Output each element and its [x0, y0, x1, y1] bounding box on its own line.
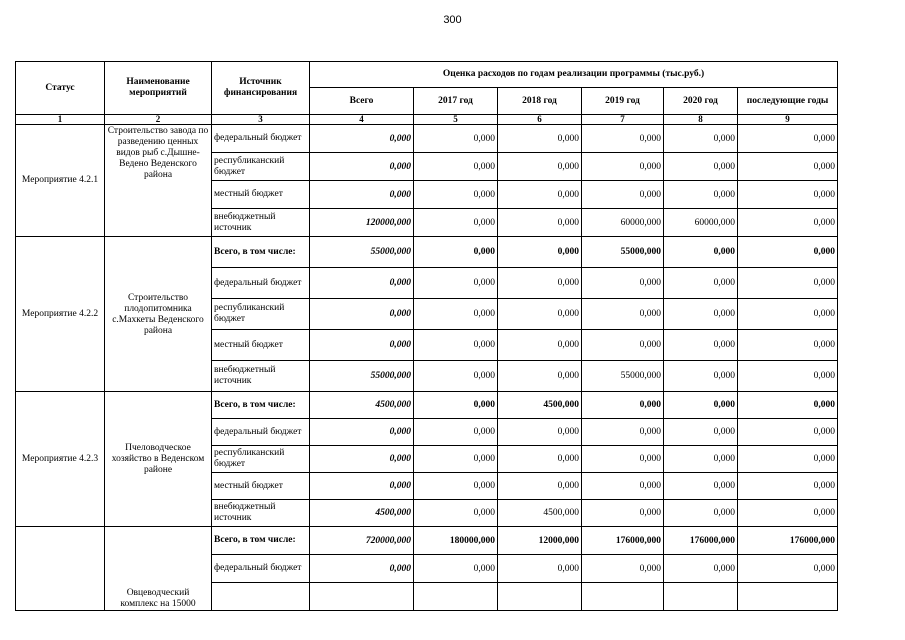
cell-later: 0,000: [738, 299, 838, 330]
header-status: Статус: [16, 62, 105, 115]
measure-status: Мероприятие 4.2.1: [16, 125, 105, 237]
funding-source-cut: [212, 583, 310, 611]
cell-2020: 0,000: [664, 500, 738, 527]
cell-2017: 0,000: [414, 446, 498, 473]
cell-2018: 0,000: [498, 330, 582, 361]
cell-later: 0,000: [738, 330, 838, 361]
cell-2017: 0,000: [414, 555, 498, 583]
cell-2019: 0,000: [582, 473, 664, 500]
cell-2019: 0,000: [582, 330, 664, 361]
funding-source: местный бюджет: [212, 330, 310, 361]
table-row: [16, 125, 838, 153]
col-number: 9: [738, 115, 838, 125]
cell-total: 0,000: [310, 181, 414, 209]
cell-2019: 176000,000: [582, 527, 664, 555]
cell-later: 0,000: [738, 473, 838, 500]
cell-total: 4500,000: [310, 500, 414, 527]
funding-source: федеральный бюджет: [212, 555, 310, 583]
cell-later-cut: [738, 583, 838, 611]
cell-2018: 0,000: [498, 473, 582, 500]
cell-2019: 55000,000: [582, 237, 664, 268]
cell-total: 55000,000: [310, 237, 414, 268]
measure-status: [16, 527, 105, 611]
col-number: 5: [414, 115, 498, 125]
cell-later: 176000,000: [738, 527, 838, 555]
funding-source: местный бюджет: [212, 181, 310, 209]
cell-2020: 0,000: [664, 299, 738, 330]
cell-2017: 0,000: [414, 209, 498, 237]
cell-2019: 0,000: [582, 446, 664, 473]
cell-2018-cut: [498, 583, 582, 611]
cell-total: 4500,000: [310, 392, 414, 419]
cell-2020: 0,000: [664, 361, 738, 392]
cell-2020: 0,000: [664, 268, 738, 299]
funding-source: федеральный бюджет: [212, 419, 310, 446]
measure-name: Строительство плодопитомника с.Махкеты Веденского района: [105, 237, 212, 392]
header-2019: 2019 год: [582, 88, 664, 115]
cell-2020: 0,000: [664, 237, 738, 268]
budget-table-container: [15, 61, 837, 609]
budget-table: [15, 61, 838, 611]
table-row: [16, 237, 838, 268]
measure-name: Строительство завода по разведению ценных видов рыб с.Дышне-Ведено Веденского района: [105, 125, 212, 237]
table-header: [16, 62, 838, 125]
cell-2018: 0,000: [498, 299, 582, 330]
cell-2019: 0,000: [582, 299, 664, 330]
cell-total: 0,000: [310, 446, 414, 473]
table-row: [16, 527, 838, 555]
cell-2019: 0,000: [582, 500, 664, 527]
header-2020: 2020 год: [664, 88, 738, 115]
cell-2019: 0,000: [582, 125, 664, 153]
header-2017: 2017 год: [414, 88, 498, 115]
cell-2020: 0,000: [664, 330, 738, 361]
cell-total: 0,000: [310, 299, 414, 330]
funding-source: республиканский бюджет: [212, 299, 310, 330]
cell-2017: 0,000: [414, 473, 498, 500]
cell-2020: 0,000: [664, 419, 738, 446]
cell-total: 120000,000: [310, 209, 414, 237]
cell-2020: 0,000: [664, 473, 738, 500]
cell-2020: 176000,000: [664, 527, 738, 555]
cell-2020: 0,000: [664, 153, 738, 181]
cell-total: 720000,000: [310, 527, 414, 555]
cell-2017: 0,000: [414, 392, 498, 419]
header-name: Наименование мероприятий: [105, 62, 212, 115]
col-number: 7: [582, 115, 664, 125]
funding-source: Всего, в том числе:: [212, 237, 310, 268]
cell-total: 0,000: [310, 419, 414, 446]
funding-source: внебюджетный источник: [212, 500, 310, 527]
measure-name: Овцеводческий комплекс на 15000: [105, 527, 212, 611]
cell-2017: 0,000: [414, 153, 498, 181]
cell-2018: 0,000: [498, 153, 582, 181]
cell-total: 0,000: [310, 153, 414, 181]
cell-later: 0,000: [738, 237, 838, 268]
header-2018: 2018 год: [498, 88, 582, 115]
col-number: 2: [105, 115, 212, 125]
cell-total: 0,000: [310, 125, 414, 153]
cell-2018: 0,000: [498, 419, 582, 446]
header-total: Всего: [310, 88, 414, 115]
cell-later: 0,000: [738, 500, 838, 527]
cell-total: 0,000: [310, 268, 414, 299]
cell-2019: 55000,000: [582, 361, 664, 392]
cell-2019: 0,000: [582, 555, 664, 583]
page-number: 300: [443, 14, 462, 26]
funding-source: республиканский бюджет: [212, 446, 310, 473]
cell-2018: 0,000: [498, 237, 582, 268]
measure-name: Пчеловодческое хозяйство в Веденском районе: [105, 392, 212, 527]
cell-2018: 0,000: [498, 555, 582, 583]
cell-2018: 0,000: [498, 268, 582, 299]
cell-2018: 0,000: [498, 361, 582, 392]
cell-2017: 0,000: [414, 330, 498, 361]
header-source: Источник финансирования: [212, 62, 310, 115]
col-number: 8: [664, 115, 738, 125]
measure-status: Мероприятие 4.2.2: [16, 237, 105, 392]
cell-later: 0,000: [738, 361, 838, 392]
header-later: последующие годы: [738, 88, 838, 115]
funding-source: федеральный бюджет: [212, 125, 310, 153]
cell-2018: 0,000: [498, 209, 582, 237]
col-number: 6: [498, 115, 582, 125]
cell-2020: 0,000: [664, 125, 738, 153]
cell-2019-cut: [582, 583, 664, 611]
cell-2018: 12000,000: [498, 527, 582, 555]
col-number: 3: [212, 115, 310, 125]
cell-2017: 0,000: [414, 361, 498, 392]
cell-total: 0,000: [310, 330, 414, 361]
cell-2017: 180000,000: [414, 527, 498, 555]
cell-total: 0,000: [310, 473, 414, 500]
cell-2020: 0,000: [664, 181, 738, 209]
cell-later: 0,000: [738, 153, 838, 181]
cell-total: 0,000: [310, 555, 414, 583]
cell-2017: 0,000: [414, 237, 498, 268]
funding-source: внебюджетный источник: [212, 209, 310, 237]
cell-later: 0,000: [738, 268, 838, 299]
cell-2018: 0,000: [498, 446, 582, 473]
cell-later: 0,000: [738, 419, 838, 446]
measure-status: Мероприятие 4.2.3: [16, 392, 105, 527]
funding-source: Всего, в том числе:: [212, 392, 310, 419]
funding-source: федеральный бюджет: [212, 268, 310, 299]
cell-2019: 0,000: [582, 392, 664, 419]
funding-source: Всего, в том числе:: [212, 527, 310, 555]
cell-later: 0,000: [738, 181, 838, 209]
cell-2017-cut: [414, 583, 498, 611]
cell-total-cut: [310, 583, 414, 611]
cell-later: 0,000: [738, 125, 838, 153]
cell-later: 0,000: [738, 392, 838, 419]
cell-total: 55000,000: [310, 361, 414, 392]
header-estimate: Оценка расходов по годам реализации программы (тыс.руб.): [310, 62, 838, 88]
funding-source: местный бюджет: [212, 473, 310, 500]
table-row: [16, 392, 838, 419]
cell-2019: 0,000: [582, 419, 664, 446]
funding-source: внебюджетный источник: [212, 361, 310, 392]
cell-2017: 0,000: [414, 299, 498, 330]
cell-2020: 60000,000: [664, 209, 738, 237]
cell-2019: 0,000: [582, 181, 664, 209]
cell-2018: 4500,000: [498, 392, 582, 419]
cell-2020-cut: [664, 583, 738, 611]
cell-later: 0,000: [738, 446, 838, 473]
cell-2020: 0,000: [664, 446, 738, 473]
cell-2017: 0,000: [414, 500, 498, 527]
cell-later: 0,000: [738, 555, 838, 583]
cell-2020: 0,000: [664, 392, 738, 419]
table-body: [16, 125, 838, 611]
cell-2017: 0,000: [414, 268, 498, 299]
cell-2017: 0,000: [414, 125, 498, 153]
cell-2020: 0,000: [664, 555, 738, 583]
cell-2017: 0,000: [414, 419, 498, 446]
cell-2018: 4500,000: [498, 500, 582, 527]
funding-source: республиканский бюджет: [212, 153, 310, 181]
cell-later: 0,000: [738, 209, 838, 237]
cell-2018: 0,000: [498, 181, 582, 209]
col-number: 1: [16, 115, 105, 125]
cell-2018: 0,000: [498, 125, 582, 153]
cell-2019: 0,000: [582, 153, 664, 181]
cell-2017: 0,000: [414, 181, 498, 209]
col-number: 4: [310, 115, 414, 125]
cell-2019: 60000,000: [582, 209, 664, 237]
cell-2019: 0,000: [582, 268, 664, 299]
